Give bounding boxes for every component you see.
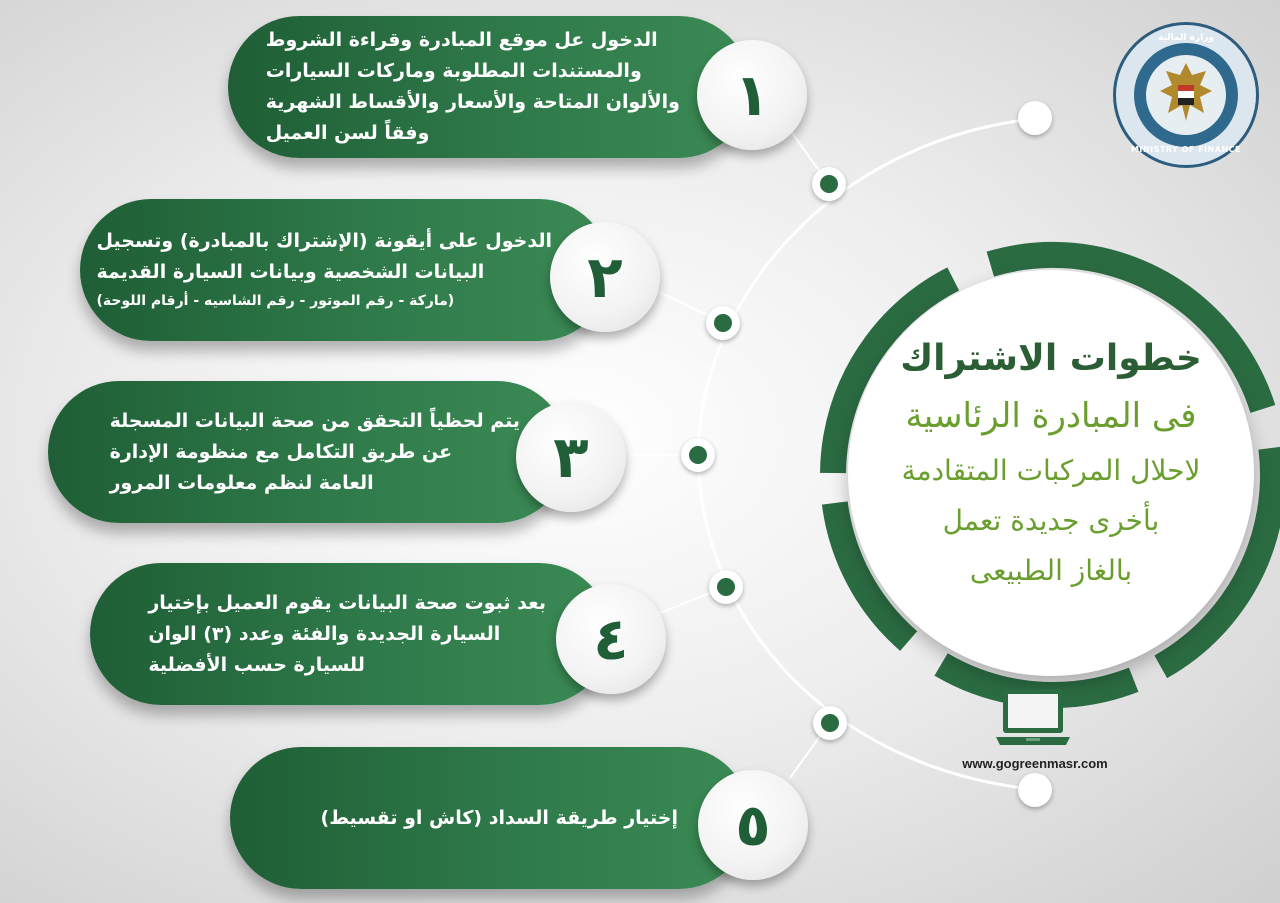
step-4-pill (90, 563, 610, 705)
step-2-line-2: البيانات الشخصية وبيانات السيارة القديمة (96, 261, 485, 283)
title-line-1: خطوات الاشتراك (900, 338, 1202, 379)
arc-dot-3 (681, 438, 715, 472)
step-2-line-1: الدخول على أيقونة (الإشتراك بالمبادرة) وتسجيل (96, 230, 552, 252)
step-4-line-3: للسيارة حسب الأفضلية (148, 653, 365, 676)
step-3-line-2: عن طريق التكامل مع منظومة الإدارة (109, 440, 453, 463)
step-4-number: ٤ (556, 584, 666, 694)
title-line-2: فى المبادرة الرئاسية (905, 396, 1197, 436)
step-4-text (148, 563, 546, 705)
step-1-line-3: والألوان المتاحة والأسعار والأقساط الشهرية (265, 91, 680, 113)
laptop-icon (994, 685, 1072, 749)
step-3-line-1: يتم لحظياً التحقق من صحة البيانات المسجلة (109, 409, 520, 432)
step-5-pill (230, 747, 750, 889)
arc-dot-2 (706, 306, 740, 340)
arc-dot-4 (709, 570, 743, 604)
step-2-line-3: (ماركة - رقم الموتور - رقم الشاسيه - أرقام اللوحة) (96, 293, 455, 309)
step-1-line-4: وفقاً لسن العميل (265, 122, 430, 144)
step-1-line-1: الدخول عل موقع المبادرة وقراءة الشروط (265, 29, 658, 51)
arc-endpoint-bottom (1018, 773, 1052, 807)
logo-arabic-text: وزارة المالية (1158, 33, 1214, 43)
title-line-3: لاحلال المركبات المتقادمة (901, 454, 1201, 487)
step-3-pill (48, 381, 568, 523)
title-line-5: بالغاز الطبيعى (969, 554, 1133, 587)
step-5-text (321, 747, 678, 889)
step-3-text (110, 381, 520, 523)
step-3-number: ٣ (516, 402, 626, 512)
website-url[interactable]: www.gogreenmasr.com (962, 756, 1108, 771)
step-1-text (266, 16, 680, 158)
arc-dot-5 (813, 706, 847, 740)
title-line-4: بأخرى جديدة تعمل (942, 504, 1160, 537)
arc-dot-1 (812, 167, 846, 201)
step-5-number: ٥ (698, 770, 808, 880)
step-3-line-3: العامة لنظم معلومات المرور (109, 471, 374, 494)
step-4-line-1: بعد ثبوت صحة البيانات يقوم العميل بإختيار (148, 591, 546, 614)
step-2-pill (80, 199, 610, 341)
eagle-emblem-icon (1116, 25, 1256, 165)
step-2-text (97, 199, 552, 341)
arc-endpoint-top (1018, 101, 1052, 135)
step-1-number: ١ (697, 40, 807, 150)
step-4-line-2: السيارة الجديدة والفئة وعدد (٣) الوان (148, 622, 501, 645)
title-circle (848, 270, 1254, 676)
logo-english-text: MINISTRY OF FINANCE (1130, 145, 1242, 154)
step-1-pill (228, 16, 750, 158)
step-5-line-1: إختيار طريقة السداد (كاش او تقسيط) (320, 806, 678, 829)
ministry-logo (1113, 22, 1259, 168)
step-1-line-2: والمستندات المطلوبة وماركات السيارات (265, 60, 642, 82)
step-2-number: ٢ (550, 222, 660, 332)
